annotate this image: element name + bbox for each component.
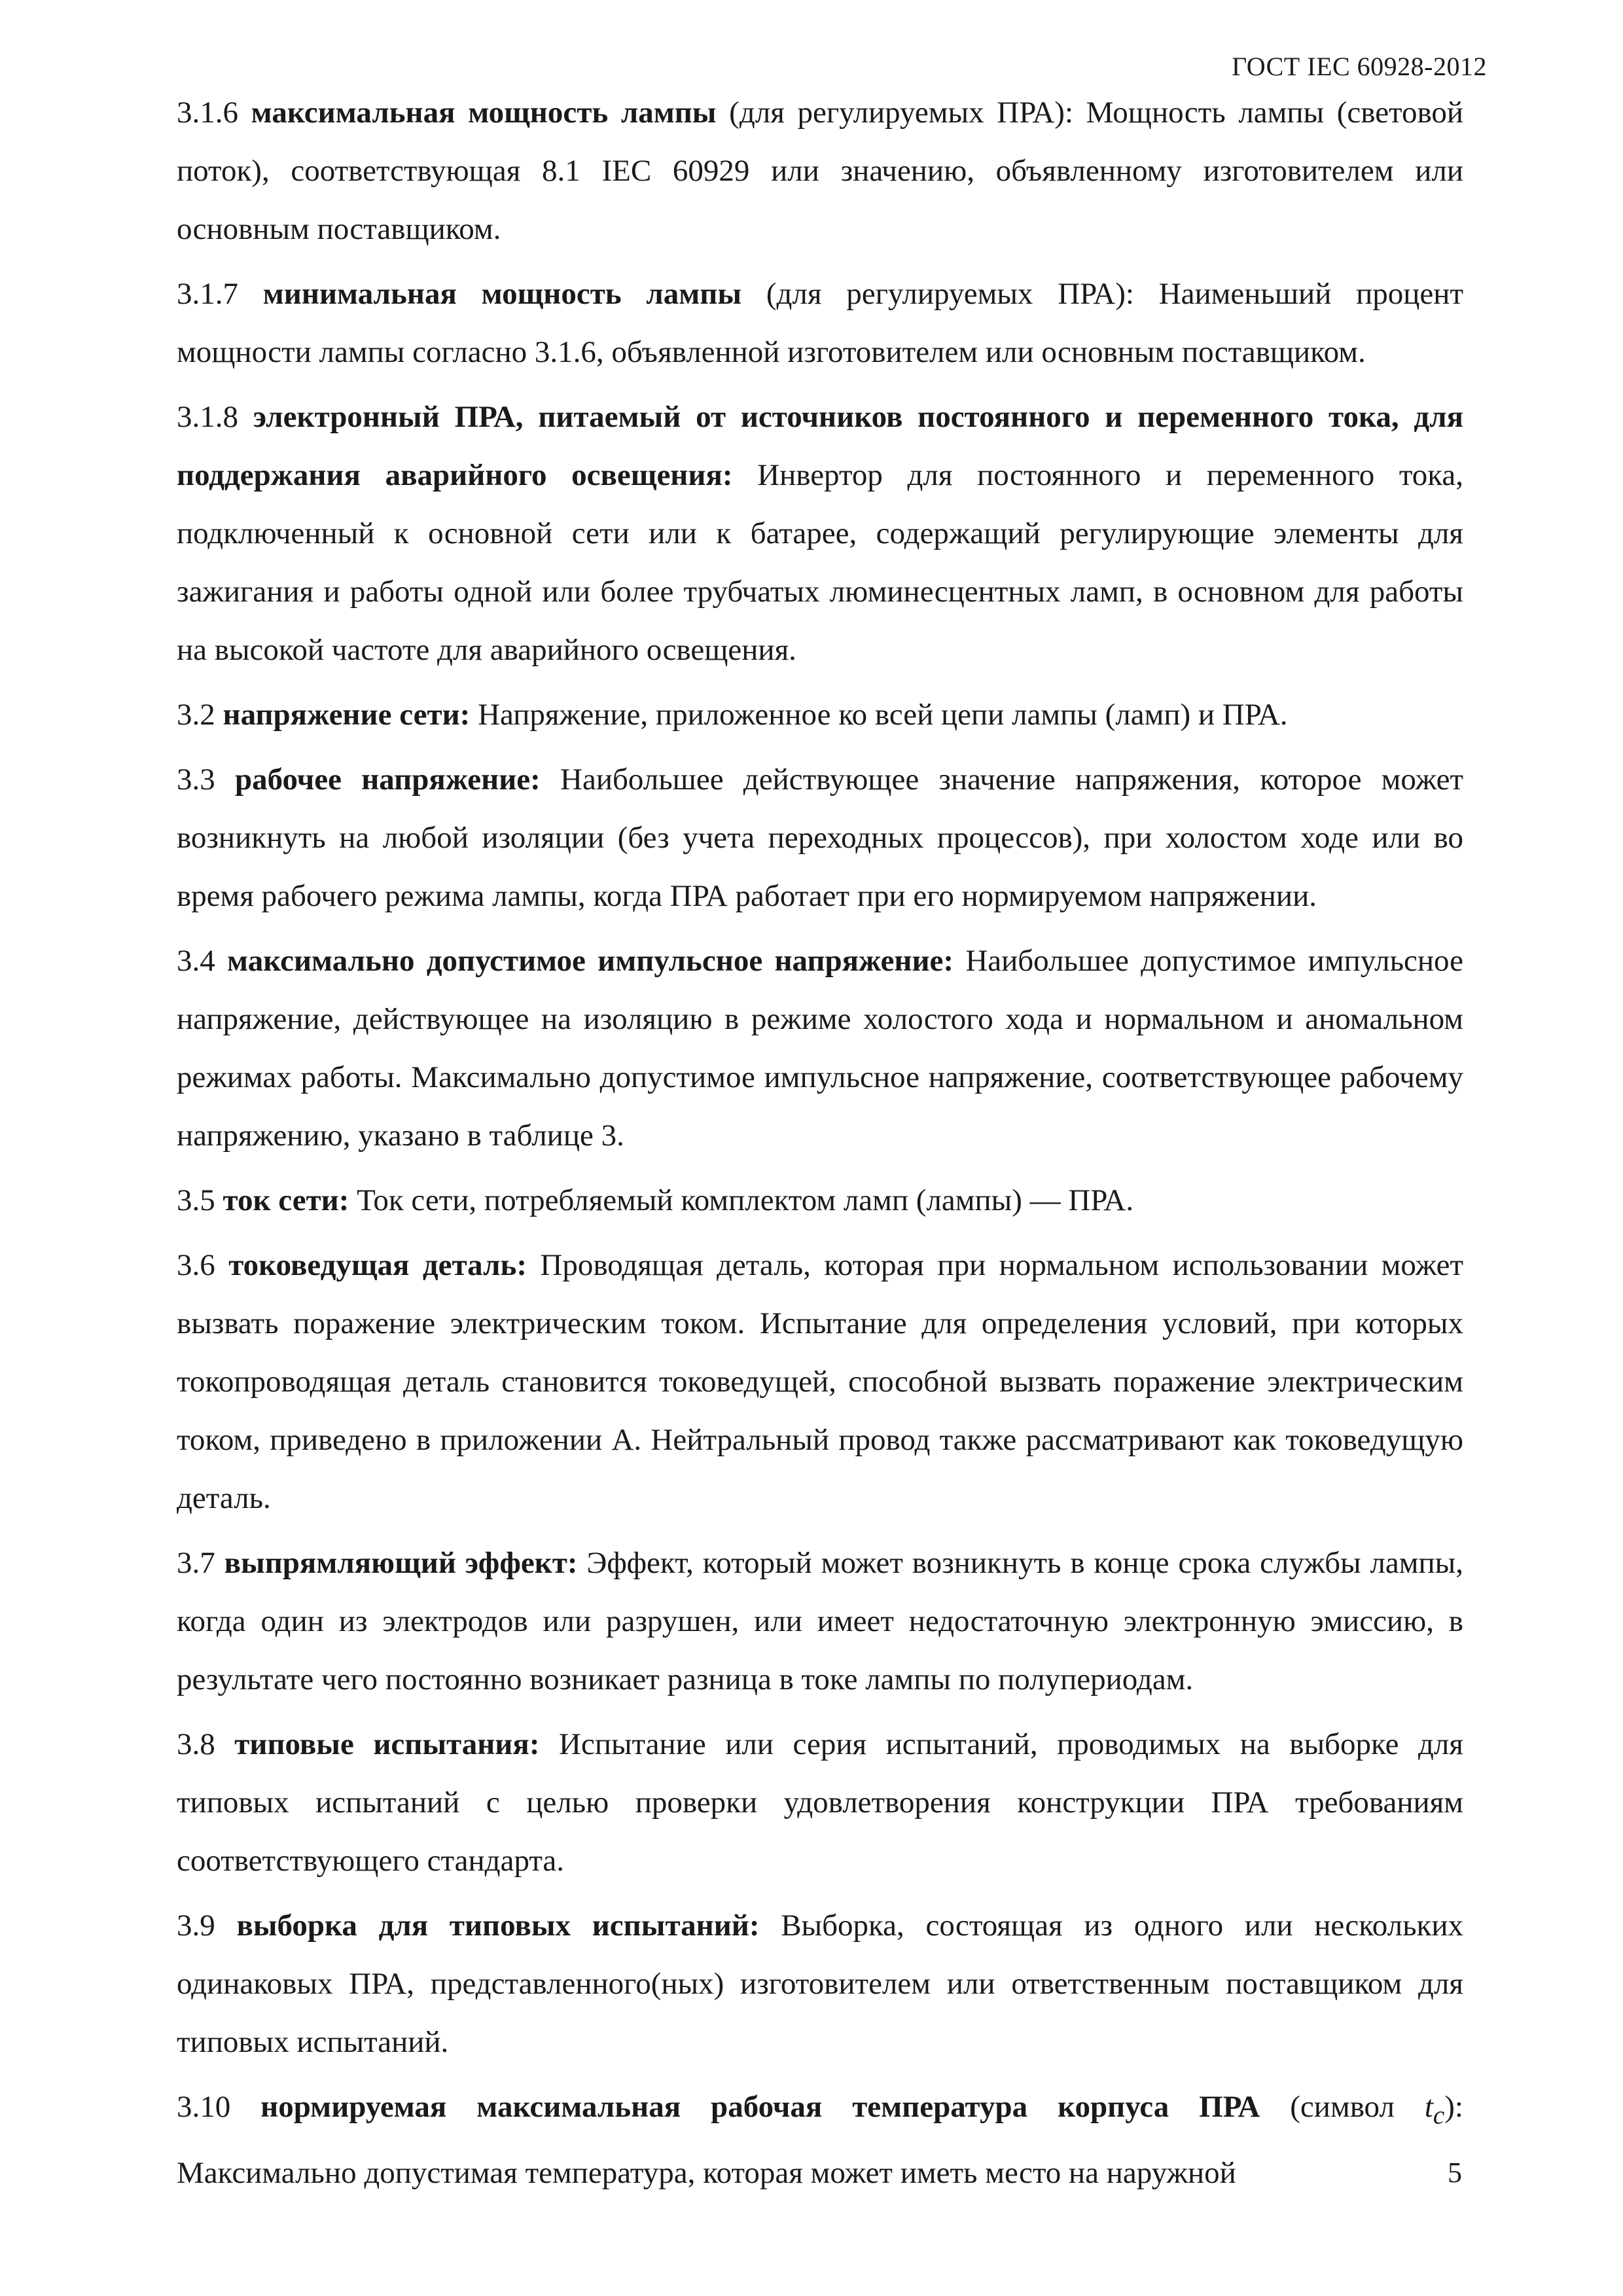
clause-number: 3.2 (177, 698, 215, 732)
paragraph-3-1-8 (177, 388, 1463, 679)
paragraph-3-2 (177, 686, 1463, 744)
clause-text: Эффект, который может возникнуть в конце срока службы лампы, когда один из электродов или разрушен, или имеет недостаточную электронную эмиссию, в результате чего постоянно возникает разница в токе лампы по полупериодам. (177, 1546, 1464, 1696)
paragraph-3-9 (177, 1897, 1463, 2072)
paragraph-3-6 (177, 1236, 1463, 1528)
clause-number: 3.6 (177, 1248, 215, 1282)
clause-term: минимальная мощность лампы (262, 277, 742, 311)
clause-number: 3.5 (177, 1183, 215, 1217)
clause-term: токоведущая деталь: (228, 1248, 527, 1282)
clause-term: выборка для типовых испытаний: (236, 1909, 760, 1943)
paragraph-3-7 (177, 1534, 1463, 1709)
paragraph-3-8 (177, 1715, 1463, 1890)
clause-term: нормируемая максимальная рабочая температура корпуса ПРА (260, 2090, 1260, 2124)
clause-text: (для регулируемых ПРА): Наименьший процент мощности лампы согласно 3.1.6, объявленной изготовителем или основным поставщиком. (177, 277, 1463, 369)
clause-text: Наибольшее действующее значение напряжения, которое может возникнуть на любой изоляции (без учета переходных процессов), при холостом ходе или во время рабочего режима лампы, когда ПРА работает при его нормируемом напряжении. (177, 762, 1463, 913)
clause-number: 3.10 (177, 2090, 231, 2124)
clause-term: выпрямляющий эффект: (224, 1546, 578, 1580)
clause-term: напряжение сети: (223, 698, 471, 732)
clause-number: 3.1.8 (177, 400, 238, 434)
clause-text-before-symbol: (символ (1260, 2090, 1425, 2124)
clause-number: 3.7 (177, 1546, 215, 1580)
clause-text: Ток сети, потребляемый комплектом ламп (лампы) — ПРА. (349, 1183, 1134, 1217)
clause-text: Выборка, состоящая из одного или нескольких одинаковых ПРА, представленного(ных) изготовителем или ответственным поставщиком для типовых испытаний. (177, 1909, 1463, 2059)
clause-term: максимальная мощность лампы (251, 96, 717, 130)
document-header (1232, 51, 1487, 82)
temperature-symbol-subscript: c (1433, 2101, 1445, 2130)
clause-number: 3.8 (177, 1727, 215, 1761)
clause-term: типовые испытания: (234, 1727, 540, 1761)
clause-term: ток сети: (223, 1183, 349, 1217)
clause-number: 3.4 (177, 944, 215, 978)
clause-number: 3.3 (177, 762, 215, 797)
paragraph-3-5 (177, 1172, 1463, 1230)
temperature-symbol: t (1424, 2090, 1433, 2124)
paragraph-3-10 (177, 2078, 1463, 2202)
paragraph-3-1-7 (177, 265, 1463, 382)
standard-number: ГОСТ IEC 60928-2012 (1232, 52, 1487, 81)
clause-text: Наибольшее допустимое импульсное напряжение, действующее на изоляцию в режиме холостого хода и нормальном и аномальном режимах работы. Максимально допустимое импульсное напряжение, соответствующее рабочему напряжению, указано в таблице 3. (177, 944, 1463, 1153)
clause-text: (для регулируемых ПРА): Мощность лампы (световой поток), соответствующая 8.1 IEC 60929 или значению, объявленному изготовителем или основным поставщиком. (177, 96, 1464, 246)
paragraph-3-3 (177, 751, 1463, 925)
clause-text: Инвертор для постоянного и переменного тока, подключенный к основной сети или к батарее, содержащий регулирующие элементы для зажигания и работы одной или более трубчатых люминесцентных ламп, в основном для работы на высокой частоте для аварийного освещения. (177, 458, 1463, 667)
clause-text: Проводящая деталь, которая при нормальном использовании может вызвать поражение электрическим током. Испытание для определения условий, при которых токопроводящая деталь становится токоведущей, способной вызвать поражение электрическим током, приведено в приложении А. Нейтральный провод также рассматривают как токоведущую деталь. (177, 1248, 1463, 1515)
page-number: 5 (1448, 2157, 1462, 2189)
clause-text: Испытание или серия испытаний, проводимых на выборке для типовых испытаний с целью проверки удовлетворения конструкции ПРА требованиям соответствующего стандарта. (177, 1727, 1464, 1878)
clause-term: рабочее напряжение: (234, 762, 541, 797)
paragraph-3-4 (177, 932, 1463, 1165)
clause-term: электронный ПРА, питаемый от источников постоянного и переменного тока, для поддержания аварийного освещения: (177, 400, 1463, 492)
document-body (177, 84, 1463, 2209)
clause-text: ): Максимально допустимая температура, которая может иметь место на наружной (177, 2090, 1463, 2191)
paragraph-3-1-6 (177, 84, 1463, 259)
clause-term: максимально допустимое импульсное напряжение: (227, 944, 954, 978)
clause-text: Напряжение, приложенное ко всей цепи лампы (ламп) и ПРА. (470, 698, 1288, 732)
clause-number: 3.1.6 (177, 96, 238, 130)
clause-number: 3.1.7 (177, 277, 238, 311)
clause-number: 3.9 (177, 1909, 215, 1943)
